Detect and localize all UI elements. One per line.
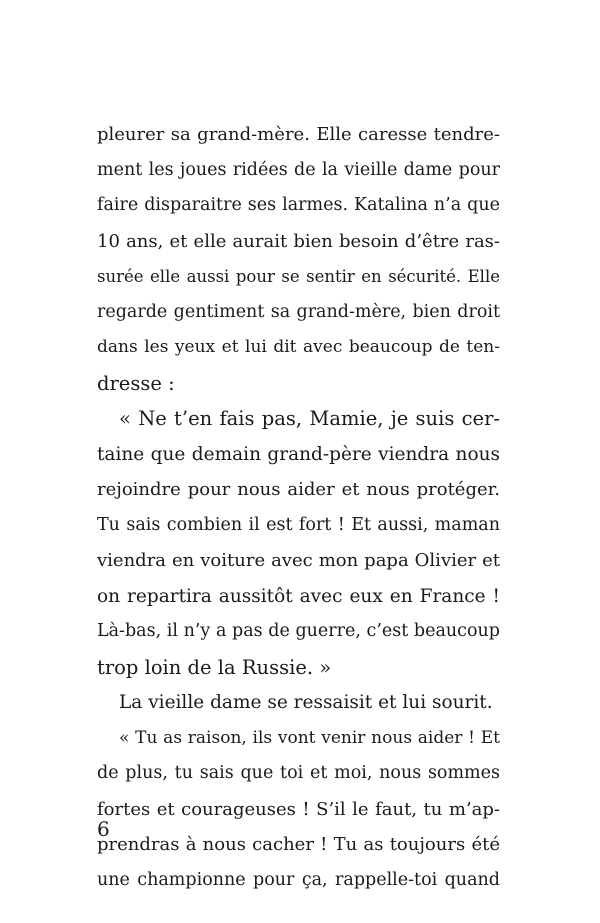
text-line: on repartira aussitôt avec eux en France ! bbox=[97, 585, 500, 607]
text-line: viendra en voiture avec mon papa Olivier et bbox=[97, 550, 500, 571]
text-line: ment les joues ridées de la vieille dame pour bbox=[97, 159, 500, 180]
text-line: regarde gentiment sa grand-mère, bien droit bbox=[97, 301, 500, 322]
text-line: une championne pour ça, rappelle-toi quand bbox=[97, 869, 500, 890]
text-line: Tu sais combien il est fort ! Et aussi, maman bbox=[97, 514, 500, 535]
text-line: La vieille dame se ressaisit et lui sourit. bbox=[119, 692, 493, 713]
text-line: 10 ans, et elle aurait bien besoin d’être ras- bbox=[97, 230, 500, 252]
text-line: faire disparaitre ses larmes. Katalina n’a que bbox=[97, 195, 500, 215]
text-line: Là-bas, il n’y a pas de guerre, c’est beaucoup bbox=[97, 621, 500, 641]
text-line: pleurer sa grand-mère. Elle caresse tendre- bbox=[97, 124, 500, 145]
text-line: fortes et courageuses ! S’il le faut, tu m’ap- bbox=[97, 798, 500, 820]
text-line: surée elle aussi pour se sentir en sécurité. Elle bbox=[97, 267, 500, 286]
text-line: « Ne t’en fais pas, Mamie, je suis cer- bbox=[119, 407, 500, 430]
text-line: « Tu as raison, ils vont venir nous aider ! Et bbox=[119, 727, 500, 748]
text-line: trop loin de la Russie. » bbox=[97, 655, 332, 679]
page-number: 6 bbox=[97, 817, 110, 841]
text-line: dresse : bbox=[97, 371, 175, 395]
text-line: prendras à nous cacher ! Tu as toujours été bbox=[97, 834, 500, 855]
text-line: taine que demain grand-père viendra nous bbox=[97, 443, 500, 465]
text-line: dans les yeux et lui dit avec beaucoup de ten- bbox=[97, 337, 500, 357]
body-text bbox=[97, 117, 500, 898]
text-line: de plus, tu sais que toi et moi, nous sommes bbox=[97, 763, 500, 783]
text-line: rejoindre pour nous aider et nous protéger. bbox=[97, 479, 500, 500]
